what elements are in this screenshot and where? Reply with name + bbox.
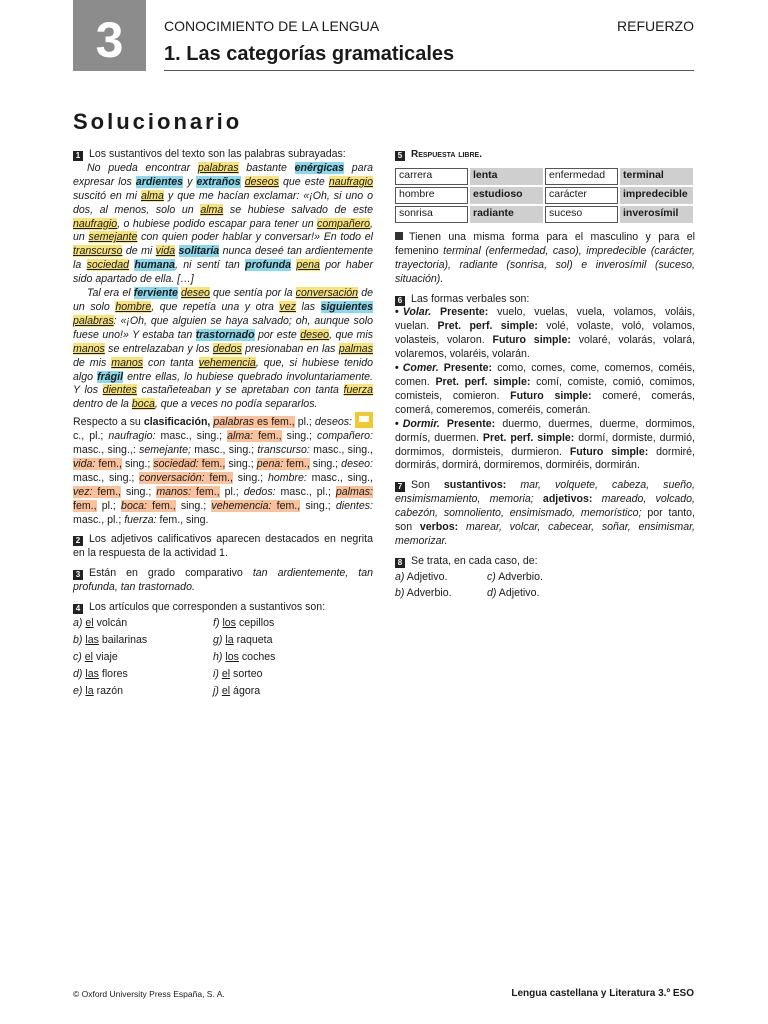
- right-column: [395, 148, 695, 601]
- list-item: i) el sorteo: [213, 667, 263, 680]
- list-item: h) los coches: [213, 650, 276, 663]
- q8-list: [395, 571, 695, 601]
- q8-intro: 8 Se trata, en cada caso, de:: [395, 555, 695, 569]
- list-item: e) la razón: [73, 684, 124, 697]
- list-item: c) el viaje: [73, 650, 118, 663]
- list-item: g) la raqueta: [213, 633, 273, 646]
- q4-number: 4: [73, 604, 83, 614]
- list-item: d) las flores: [73, 667, 128, 680]
- level-label: REFUERZO: [617, 18, 694, 34]
- q3: 3 Están en grado comparativo tan ardientemente, tan profunda, tan trastornado.: [73, 567, 373, 594]
- list-item: d) Adjetivo.: [487, 586, 540, 599]
- section-title: Solucionario: [73, 109, 243, 134]
- list-item: a) el volcán: [73, 617, 128, 629]
- q6-verb-dormir: • Dormir. Presente: duermo, duermes, duerme, dormimos, dormís, duermen. Pret. perf. simple: dormí, dormiste, durmió, dormimos, dormisteis, durmieron. Futuro simple: dormiré, dormirás, dormirá, dormiremos, dormiréis, dormirán.: [395, 417, 695, 472]
- table-row: sonrisa radiante suceso inverosímil: [395, 206, 693, 223]
- q6-verb-volar: • Volar. Presente: vuelo, vuelas, vuela, volamos, voláis, vuelan. Pret. perf. simple: volé, volaste, voló, volamos, volasteis, volaron. Futuro simple: volaré, volarás, volará, volaremos, volaréis, volarán.: [395, 306, 696, 361]
- q6-verb-comer: • Comer. Presente: como, comes, come, comemos, coméis, comen. Pret. perf. simple: comí, comiste, comió, comimos, comisteis, comieron. Futuro simple: comeré, comerás, comerá, comeremos, comeréis, comerán.: [395, 362, 696, 416]
- q7-number: 7: [395, 482, 405, 492]
- footer-copyright: © Oxford University Press España, S. A.: [73, 989, 225, 999]
- square-bullet-icon: [395, 232, 403, 240]
- footer-book-title: Lengua castellana y Literatura 3.º ESO: [511, 988, 694, 999]
- q1-intro: 1 Los sustantivos del texto son las palabras subrayadas:: [73, 148, 373, 162]
- q8-number: 8: [395, 558, 405, 568]
- q7: 7 Son sustantivos: mar, volquete, cabeza, sueño, ensimismamiento, memoria; adjetivos: mareado, volcado, cabezón, somnoliento, ensimismado, memorístico; por tanto, son verbos: marear, volcar, cabecear, soñar, ensimismar, memorizar.: [395, 479, 696, 547]
- list-item: b) las bailarinas: [73, 633, 148, 646]
- left-column: [73, 148, 373, 699]
- list-item: f) los cepillos: [213, 617, 275, 629]
- q4-intro: 4 Los artículos que corresponden a sustantivos son:: [73, 601, 373, 615]
- q5-number: 5: [395, 151, 405, 161]
- q1-passage-2: Tal era el ferviente deseo que sentía por la conversación de un solo hombre, que repetía una y otra vez las siguientes palabras: «¡Oh, que alguien se haya salvado; oh, aunque solo fuese uno!» Y estaba tan trastornado por este deseo, que mis manos se entrelazaban y los dedos presionaban en las palmas de mis manos con tanta vehemencia, que, si hubiese tenido algo frágil entre ellas, lo hubiese quebrado involuntariamente. Y los dientes castañeteaban y se apretaban con tanta fuerza dentro de la boca, que a veces no podía separarlos.: [73, 287, 374, 411]
- list-item: b) Adverbio.: [395, 586, 452, 599]
- q6-intro: 6 Las formas verbales son:: [395, 293, 695, 307]
- q2: 2 Los adjetivos calificativos aparecen destacados en negrita en la respuesta de la actividad 1.: [73, 533, 373, 560]
- list-item: j) el ágora: [213, 684, 261, 697]
- subject-label: CONOCIMIENTO DE LA LENGUA: [164, 18, 380, 34]
- q5-label: 5 Respuesta libre.: [395, 148, 695, 162]
- sticky-note-icon[interactable]: [355, 412, 373, 428]
- q6-number: 6: [395, 296, 405, 306]
- table-row: hombre estudioso carácter impredecible: [395, 187, 693, 204]
- q5-table: [393, 166, 695, 225]
- q1-number: 1: [73, 151, 83, 161]
- q1-classification: Respecto a su clasificación, palabras es fem., pl.; deseos: c., pl.; naufragio: masc., sing.; alma: fem., sing.; compañero: masc., sing.,: semejante; masc., sing.; transcurso: masc., sing., vida: fem., sing.; sociedad: fem., sing.; pena: fem., sing.; deseo: masc., sing.; conversación: fem., sing.; hombre: masc., sing., vez: fem., sing.; manos: fem., pl.; dedos: masc., pl.; palmas: fem., pl.; boca: fem., sing.; vehemencia: fem., sing.; dientes: masc., pl.; fuerza: fem., sing.: [73, 412, 373, 527]
- table-row: carrera lenta enfermedad terminal: [395, 168, 693, 185]
- q2-number: 2: [73, 536, 83, 546]
- header-rule: [164, 70, 694, 71]
- list-item: c) Adverbio.: [487, 570, 543, 583]
- q3-number: 3: [73, 570, 83, 580]
- q1-passage-1: No pueda encontrar palabras bastante enérgicas para expresar los ardientes y extraños deseos que este naufragio suscitó en mi alma y que me hacían exclamar: «¡Oh, si uno o dos, al menos, solo un alma se hubiese salvado de este naufragio, o hubiese podido escapar para tener un compañero, un semejante con quien poder hablar y conversar!» En todo el transcurso de mi vida solitaria nunca deseé tan ardientemente la sociedad humana, ni sentí tan profunda pena por haber sido apartado de ella. […]: [73, 161, 374, 286]
- q4-list: [73, 617, 373, 699]
- q5-note: Tienen una misma forma para el masculino y para el femenino terminal (enfermedad, caso), impredecible (carácter, trayectoria), radiante (sonrisa, sol) e inverosímil (suceso, situación).: [395, 230, 695, 285]
- chapter-title: 1. Las categorías gramaticales: [164, 43, 455, 65]
- unit-number: 3: [73, 0, 146, 71]
- list-item: a) Adjetivo.: [395, 570, 448, 583]
